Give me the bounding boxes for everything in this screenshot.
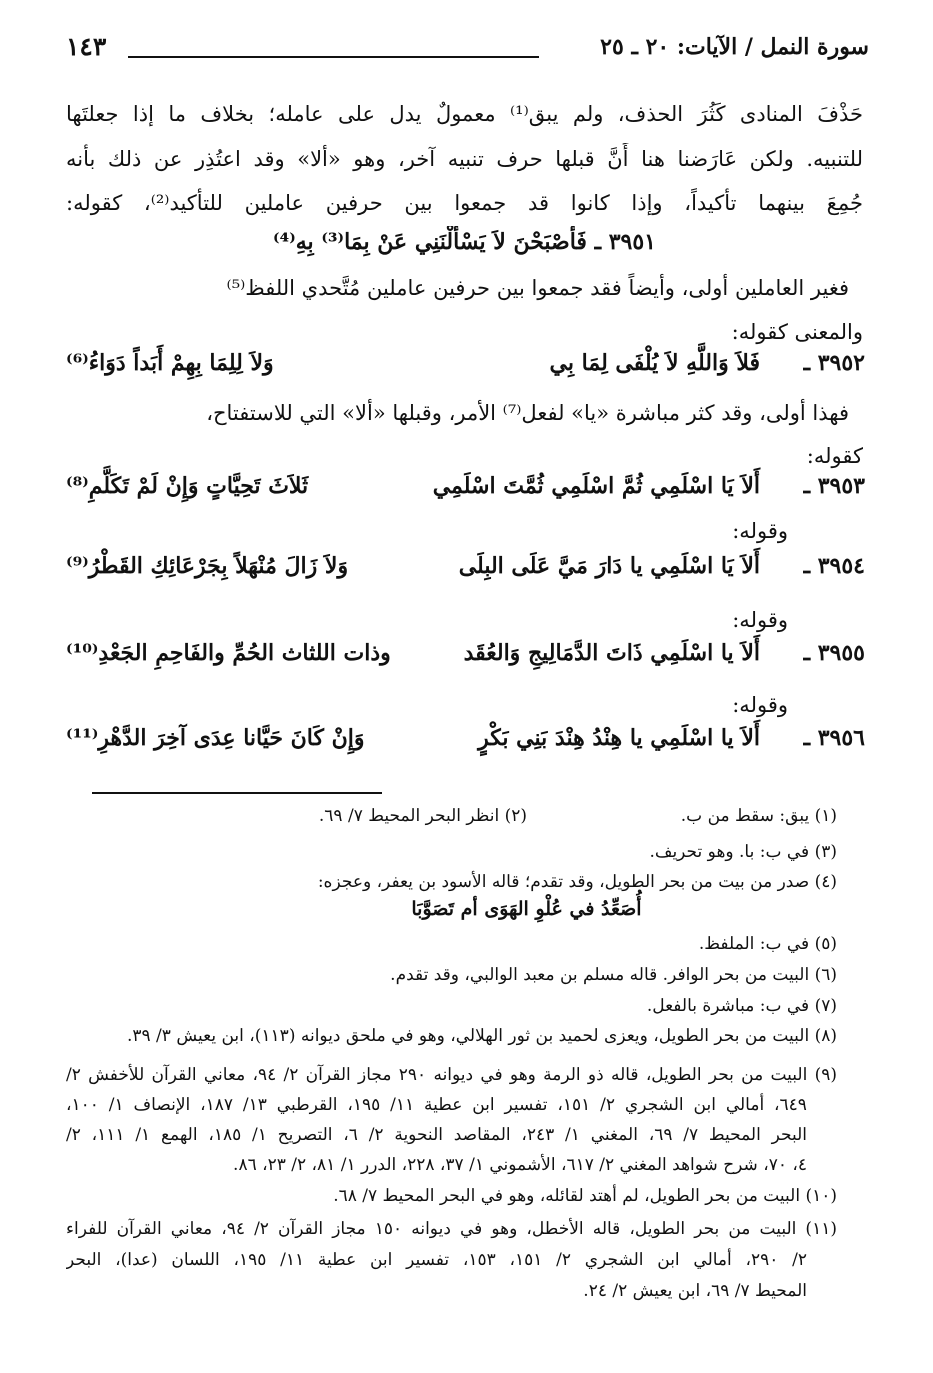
body-line-8: وقوله: (732, 519, 788, 543)
verse-number: ٣٩٥٣ ـ (803, 473, 865, 499)
footnote-9-line-3: البحر المحيط ٧/ ٦٩، المغني ١/ ٢٤٣، المقاصد النحوية ٢/ ٦، التصريح ١/ ١٨٥، الهمع ١/ ١١١، ٢/ (66, 1125, 807, 1145)
body-line-4: فغير العاملين أولى، وأيضاً فقد جمعوا بين حرفين عاملين مُتَّحدي اللفظ⁽⁵⁾ (226, 276, 849, 300)
footnote-1: (١) يبق: سقط من ب. (680, 806, 837, 826)
footnote-4: (٤) صدر من بيت من بحر الطويل، وقد تقدم؛ قاله الأسود بن يعفر، وعجزه: (317, 872, 837, 892)
verse-first-hemistich: أَلاَ يا اسْلَمِي ذَاتَ الدَّمَالِيجِ وَالعُقَد (463, 640, 760, 666)
footnote-11-line-3: المحيط ٧/ ٦٩، ابن يعيش ٢/ ٢٤. (583, 1281, 807, 1301)
verse-3951: ٣٩٥١ ـ فَأَصْبَحْنَ لاَ يَسْأَلْنَنِي عَنْ بِمَا⁽³⁾ بِهِ⁽⁴⁾ (273, 229, 656, 255)
footnote-4-quote: أُصَعِّدُ في عُلْوِ الهَوَى أم تَصَوَّبَا (411, 898, 642, 920)
verse-3954 (66, 553, 865, 587)
footnote-3: (٣) في ب: با. وهو تحريف. (649, 842, 837, 862)
verse-second-hemistich: وذات اللثاث الحُمِّ والفَاحِمِ الجَعْدِ⁽¹⁰⁾ (66, 640, 391, 666)
footnotes-1-2 (66, 806, 837, 832)
body-line-2: للتنبيه. ولكن عَارَضنا هنا أَنَّ قبلها حرف تنبيه آخر، وهو «ألا» وقد اعتُذِر عن ذلك بأنه (66, 147, 863, 171)
body-line-9: وقوله: (732, 608, 788, 632)
footnote-8: (٨) البيت من بحر الطويل، ويعزى لحميد بن ثور الهلالي، وهو في ملحق ديوانه (١١٣)، ابن يعيش ٣/ ٣٩. (126, 1026, 837, 1046)
footnote-6: (٦) البيت من بحر الوافر. قاله مسلم بن معبد الوالبي، وقد تقدم. (390, 965, 837, 985)
footnote-5: (٥) في ب: الملفظ. (698, 934, 837, 954)
verse-3952 (66, 350, 865, 384)
body-line-10: وقوله: (732, 693, 788, 717)
verse-second-hemistich: ثَلاَثَ تَحِيَّاتٍ وَإِنْ لَمْ تَكَلَّمِ⁽⁸⁾ (66, 473, 309, 499)
body-line-1: حَذْفَ المنادى كَثُرَ الحذف، ولم يبق⁽¹⁾ معمولٌ يدل على عامله؛ بخلاف ما إذا جعلتَها (66, 102, 863, 126)
verse-number: ٣٩٥٤ ـ (803, 553, 865, 579)
footnote-7: (٧) في ب: مباشرة بالفعل. (646, 996, 837, 1016)
running-title: سورة النمل / الآيات: ٢٠ ـ ٢٥ (600, 34, 869, 60)
body-line-5: والمعنى كقوله: (731, 320, 863, 344)
verse-second-hemistich: وَلاَ زَالَ مُنْهَلاً بِجَرْعَائِكِ القَطْرُ⁽⁹⁾ (66, 553, 349, 579)
verse-number: ٣٩٥٥ ـ (803, 640, 865, 666)
verse-first-hemistich: أَلاَ يَا اسْلَمِي ثُمَّ اسْلَمِي ثُمَّتَ اسْلَمِي (432, 473, 760, 499)
body-line-6: فهذا أولى، وقد كثر مباشرة «يا» لفعل⁽⁷⁾ الأمر، وقبلها «ألا» التي للاستفتاح، (206, 401, 849, 425)
body-line-3: جُمِعَ بينهما تأكيداً، وإذا كانوا قد جمعوا بين حرفين عاملين للتأكيد⁽²⁾، كقوله: (66, 191, 863, 215)
footnote-2: (٢) انظر البحر المحيط ٧/ ٦٩. (318, 806, 527, 826)
verse-second-hemistich: وَلاَ لِلِمَا بِهِمْ أَبَداً دَوَاءُ⁽⁶⁾ (66, 350, 274, 376)
verse-number: ٣٩٥٢ ـ (803, 350, 865, 376)
footnote-separator (92, 792, 382, 794)
footnote-9-line-1: (٩) البيت من بحر الطويل، قاله ذو الرمة وهو في ديوانه ٢٩٠ مجاز القرآن ٢/ ٩٤، معاني القرآن للأخفش ٢/ (66, 1065, 837, 1085)
verse-first-hemistich: أَلاَ يَا اسْلَمِي يا دَارَ مَيَّ عَلَى البِلَى (458, 553, 760, 579)
page-header (66, 34, 869, 74)
verse-second-hemistich: وَإِنْ كَانَ حَيَّانا عِدَى آخِرَ الدَّهْرِ⁽¹¹⁾ (66, 725, 365, 751)
verse-3953 (66, 473, 865, 507)
verse-first-hemistich: أَلاَ يا اسْلَمِي يا هِنْدُ هِنْدَ بَنِي بَكْرٍ (478, 725, 760, 751)
body-line-7: كقوله: (806, 444, 863, 468)
verse-number: ٣٩٥٦ ـ (803, 725, 865, 751)
header-rule (128, 56, 539, 58)
verse-3956 (66, 725, 865, 759)
footnote-9-line-4: ٤، ٧٠، شرح شواهد المغني ٢/ ٦١٧، الأشموني ١/ ٣٧، ٢٢٨، الدرر ١/ ٨١، ٢/ ٢٣، ٨٦. (233, 1155, 807, 1175)
page-number: ١٤٣ (66, 32, 107, 61)
verse-first-hemistich: فَلاَ وَاللَّهِ لاَ يُلْفَى لِمَا بِي (549, 350, 760, 376)
verse-3955 (66, 640, 865, 674)
footnote-11-line-1: (١١) البيت من بحر الطويل، قاله الأخطل، وهو في ديوانه ١٥٠ مجاز القرآن ٢/ ٩٤، معاني القرآن للفراء (66, 1219, 837, 1239)
footnote-10: (١٠) البيت من بحر الطويل، لم أهتد لقائله، وهو في البحر المحيط ٧/ ٦٨. (333, 1186, 837, 1206)
footnote-11-line-2: ٢/ ٢٩٠، أمالي ابن الشجري ٢/ ١٥١، ١٥٣، تفسير ابن عطية ١١/ ١٩٥، اللسان (عدا)، البحر (66, 1250, 807, 1270)
footnote-9-line-2: ٦٤٩، أمالي ابن الشجري ٢/ ١٥١، تفسير ابن عطية ١١/ ١٩٥، القرطبي ١٣/ ١٨٧، الإنصاف ١/ ١٠٠، (66, 1095, 807, 1115)
